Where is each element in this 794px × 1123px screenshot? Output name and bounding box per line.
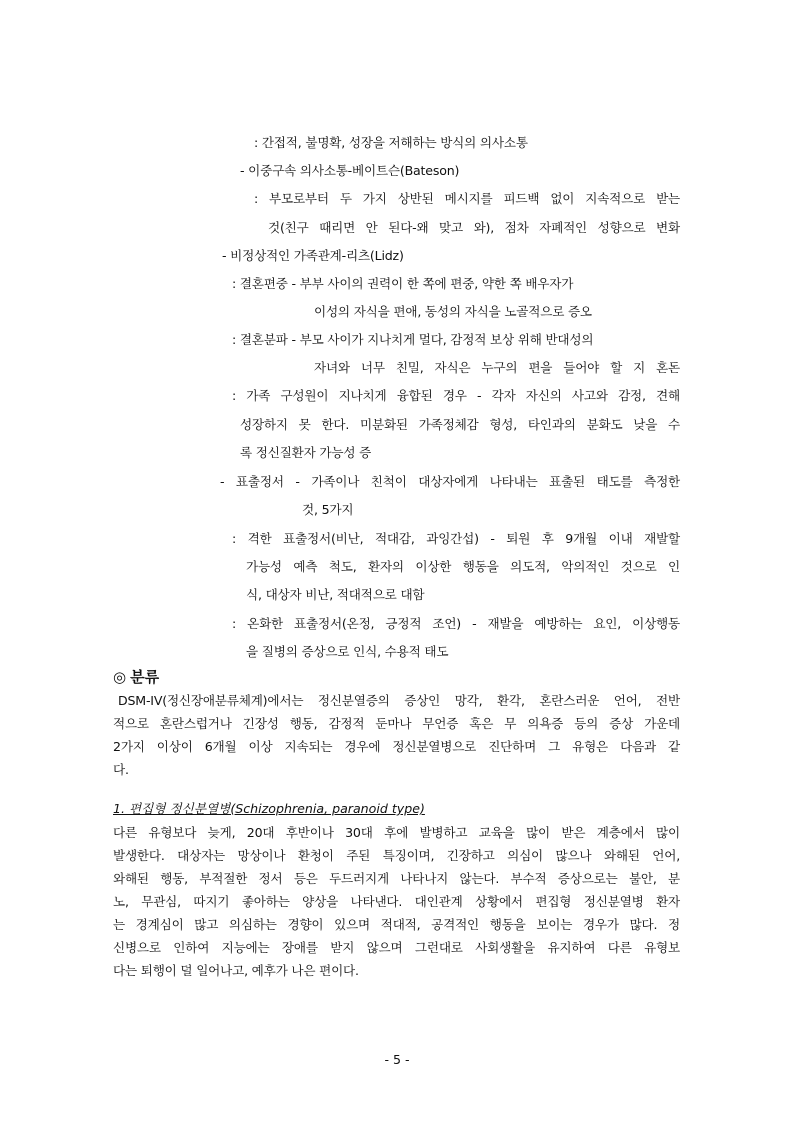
body-line: 신병으로 인하여 지능에는 장애를 받지 않으며 그런대로 사회생활을 유지하여 다른 유형보 [113, 940, 680, 955]
section-heading [113, 667, 159, 687]
outline-line: 자녀와 너무 친밀, 자식은 누구의 편을 들어야 할 지 혼돈 [314, 360, 680, 375]
outline-line: - 이중구속 의사소통-베이트슨(Bateson) [240, 163, 460, 178]
outline-line: 록 정신질환자 가능성 증 [240, 445, 372, 460]
outline-line: : 간접적, 불명확, 성장을 저해하는 방식의 의사소통 [254, 135, 528, 150]
outline-line: - 표출정서 - 가족이나 친척이 대상자에게 나타내는 표출된 태도를 측정한 [220, 474, 680, 489]
outline-line: 을 질병의 증상으로 인식, 수용적 태도 [246, 644, 449, 659]
outline-line: - 비정상적인 가족관계-리츠(Lidz) [222, 248, 404, 263]
outline-line: 성장하지 못 한다. 미분화된 가족정체감 형성, 타인과의 분화도 낮을 수 [240, 417, 680, 432]
section-title: 분류 [130, 668, 160, 686]
body-line: 노, 무관심, 따지기 좋아하는 양상을 나타낸다. 대인관계 상황에서 편집형 정신분열병 환자 [113, 894, 680, 909]
outline-line: 것(친구 때리면 안 된다-왜 맞고 와), 점차 자폐적인 성향으로 변화 [268, 220, 680, 235]
outline-line: : 결혼편중 - 부부 사이의 권력이 한 쪽에 편중, 약한 쪽 배우자가 [232, 276, 574, 291]
outline-line: 것, 5가지 [302, 502, 354, 517]
outline-line: : 결혼분파 - 부모 사이가 지나치게 멀다, 감정적 보상 위해 반대성의 [232, 332, 594, 347]
intro-line: 적으로 혼란스럽거나 긴장성 행동, 감정적 둔마나 무언증 혹은 무 의욕증 등의 증상 가운데 [113, 716, 680, 731]
body-line: 다는 퇴행이 덜 일어나고, 예후가 나은 편이다. [113, 963, 359, 978]
outline-line: 식, 대상자 비난, 적대적으로 대함 [246, 587, 425, 602]
outline-line: : 격한 표출정서(비난, 적대감, 과잉간섭) - 퇴원 후 9개월 이내 재발할 [232, 531, 680, 546]
body-line: 와해된 행동, 부적절한 정서 등은 두드러지게 나타나지 않는다. 부수적 증상으로는 불안, 분 [113, 871, 680, 886]
outline-line: 가능성 예측 척도, 환자의 이상한 행동을 의도적, 악의적인 것으로 인 [246, 559, 680, 574]
intro-line: 2가지 이상이 6개월 이상 지속되는 경우에 정신분열병으로 진단하며 그 유형은 다음과 같 [113, 739, 680, 754]
outline-line: : 부모로부터 두 가지 상반된 메시지를 피드백 없이 지속적으로 받는 [254, 191, 680, 206]
intro-line: 다. [113, 762, 129, 777]
outline-line: : 가족 구성원이 지나치게 융합된 경우 - 각자 자신의 사고와 감정, 견해 [232, 388, 680, 403]
outline-line: 이성의 자식을 편애, 동성의 자식을 노골적으로 증오 [314, 304, 592, 319]
page-number: - 5 - [384, 1052, 410, 1067]
body-line: 는 경계심이 많고 의심하는 경향이 있으며 적대적, 공격적인 행동을 보이는 경우가 많다. 정 [113, 917, 680, 932]
double-circle-icon: ◎ [113, 668, 127, 686]
outline-line: : 온화한 표출정서(온정, 긍정적 조언) - 재발을 예방하는 요인, 이상행동 [232, 616, 680, 631]
subsection-title: 1. 편집형 정신분열병(Schizophrenia, paranoid type) [113, 801, 425, 816]
body-line: 다른 유형보다 늦게, 20대 후반이나 30대 후에 발병하고 교육을 많이 받은 계층에서 많이 [113, 825, 680, 840]
intro-line: DSM-IV(정신장애분류체계)에서는 정신분열증의 증상인 망각, 환각, 혼란스러운 언어, 전반 [118, 693, 680, 708]
body-line: 발생한다. 대상자는 망상이나 환청이 주된 특징이며, 긴장하고 의심이 많으나 와해된 언어, [113, 848, 680, 863]
